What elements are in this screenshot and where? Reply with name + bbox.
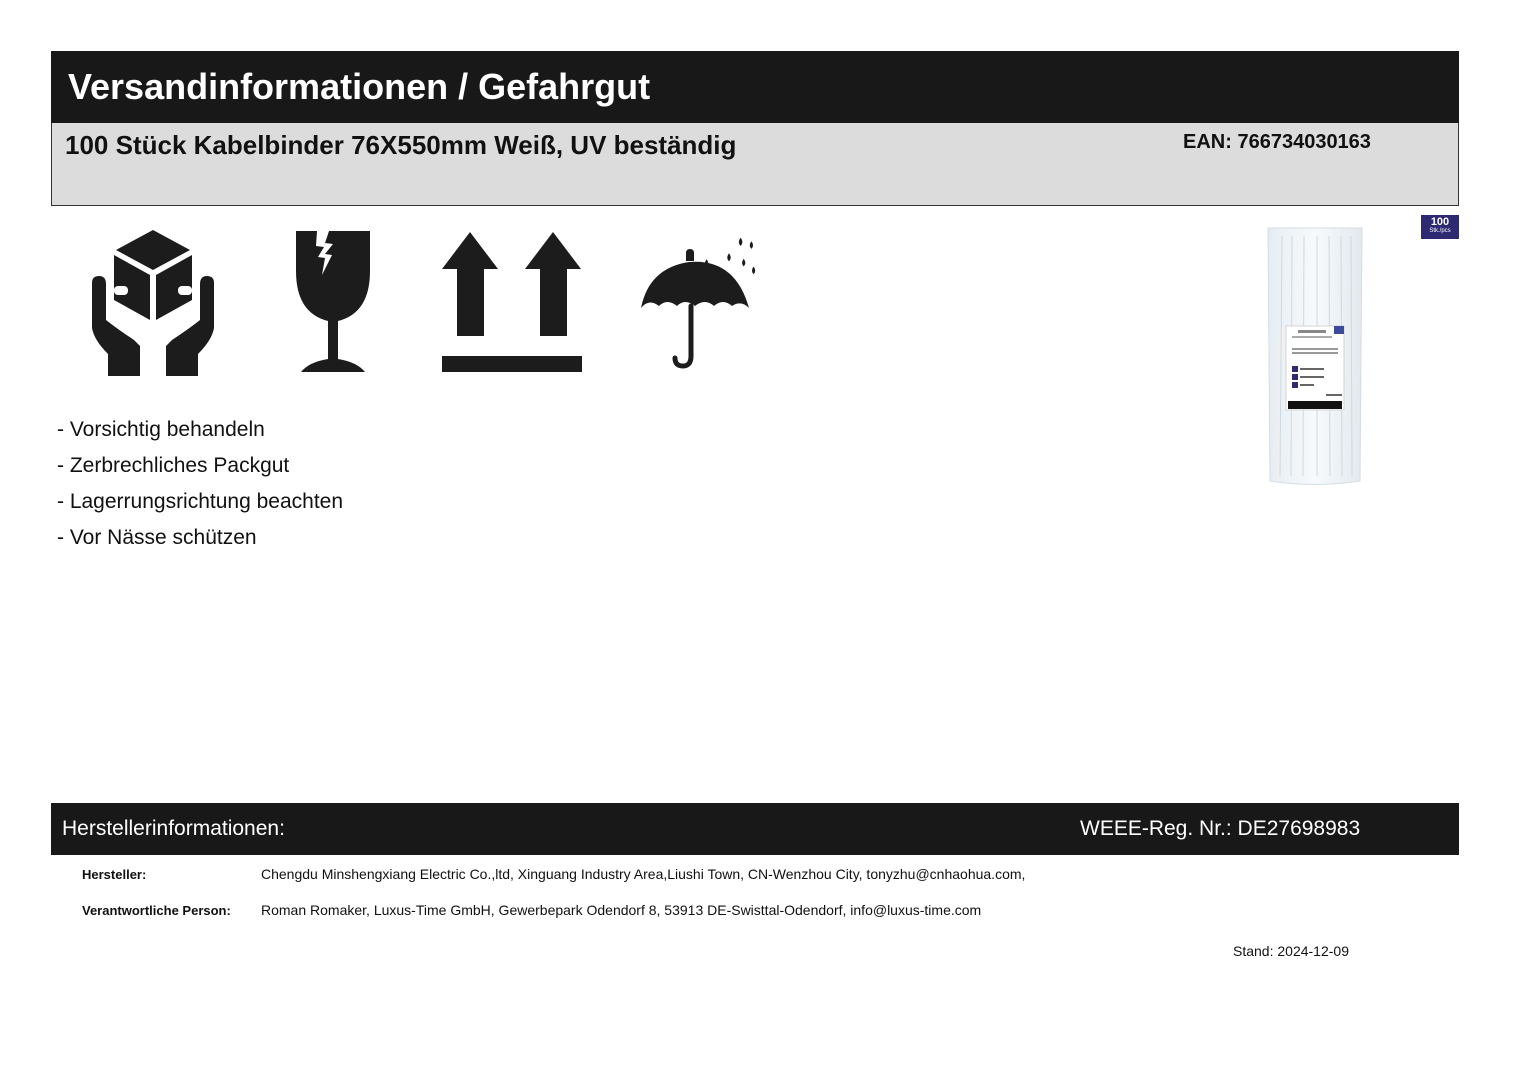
product-photo [1262,226,1368,488]
weee-label: WEEE-Reg. Nr.: [1080,817,1232,840]
stand-label: Stand: [1233,943,1274,959]
handling-item: - Lagerrungsrichtung beachten [57,490,344,513]
ean-line [1183,131,1371,154]
handling-item: - Zerbrechliches Packgut [57,454,290,477]
manufacturer-header-bar [51,803,1459,855]
quantity-badge [1421,215,1459,239]
page-title: Versandinformationen / Gefahrgut [68,66,651,107]
weee-number: DE27698983 [1237,817,1361,840]
hersteller-label: Hersteller: [82,867,147,882]
stand-value: 2024-12-09 [1277,943,1349,959]
manufacturer-section-title: Herstellerinformationen: [62,817,285,840]
responsible-person-label: Verantwortliche Person: [82,903,231,918]
umbrella-rain-icon [637,228,759,373]
weee-registration [1080,817,1360,841]
stand-date [1233,943,1349,959]
hands-package-icon [90,228,216,376]
quantity-unit: Stk./pcs [1429,228,1451,234]
this-way-up-icon [441,231,583,373]
ean-value: 766734030163 [1237,131,1371,153]
ean-label: EAN: [1183,131,1232,153]
hersteller-value: Chengdu Minshengxiang Electric Co.,ltd, Xinguang Industry Area,Liushi Town, CN-Wenzhou City, tonyzhu@cnhaohua.com, [261,866,1026,882]
title-bar [51,51,1459,123]
responsible-person-value: Roman Romaker, Luxus-Time GmbH, Gewerbepark Odendorf 8, 53913 DE-Swisttal-Odendorf, info@luxus-time.com [261,902,982,918]
handling-item: - Vorsichtig behandeln [57,418,265,441]
fragile-glass-icon [295,231,371,373]
handling-item: - Vor Nässe schützen [57,526,257,549]
product-info-box [51,123,1459,206]
handling-instructions-list [57,412,343,556]
product-name: 100 Stück Kabelbinder 76X550mm Weiß, UV beständig [65,130,737,160]
quantity-number: 100 [1430,216,1450,228]
